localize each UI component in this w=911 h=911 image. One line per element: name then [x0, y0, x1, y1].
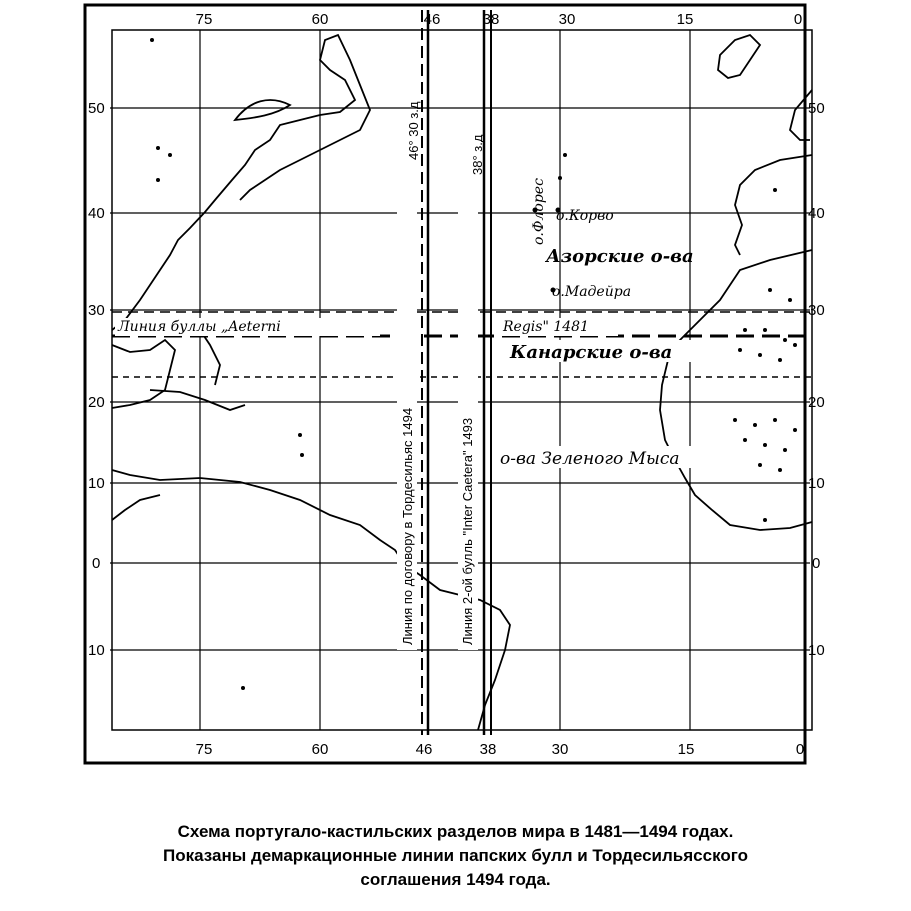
british-isles	[718, 35, 760, 78]
caption-line-3: соглашения 1494 года.	[360, 870, 551, 889]
bulls-1493-line-label: Линия 2-ой булль "Inter Caetera" 1493	[460, 417, 475, 645]
bull-1481-label-left: Линия буллы „Aeterni	[118, 319, 281, 335]
right-latitude-ticks	[808, 100, 825, 659]
flores-label: о.Флорес	[531, 178, 547, 245]
line-46-label: 46° 30 з.д	[406, 101, 421, 160]
right-lat-30: 30	[808, 302, 825, 319]
bottom-lon-15: 15	[677, 741, 695, 758]
top-lon-60: 60	[311, 11, 329, 28]
left-lat-20: 20	[88, 394, 105, 411]
bull-1481-label-right: Regis" 1481	[503, 319, 589, 335]
bottom-longitude-ticks	[196, 741, 805, 758]
madeira-label: о.Мадейра	[552, 284, 632, 300]
top-lon-0: 0	[793, 11, 803, 28]
iberia-coast	[735, 155, 812, 255]
caribbean-islands	[150, 390, 245, 410]
bottom-lon-46: 46	[415, 741, 433, 758]
tordesillas-line-label: Линия по договору в Тордесильяс 1494	[400, 407, 415, 645]
left-latitude-ticks	[88, 100, 105, 659]
left-lat-50: 50	[88, 100, 105, 117]
cape-verde-label: о-ва Зеленого Мыса	[500, 449, 680, 469]
top-lon-30: 30	[558, 11, 576, 28]
azores-label: Азорские о-ва	[546, 246, 694, 267]
right-lat-minus10: 10	[808, 642, 825, 659]
left-lat-40: 40	[88, 205, 105, 222]
right-lat-10: 10	[808, 475, 825, 492]
caption-line-2: Показаны демаркационные линии папских булл и Тордесильясского	[163, 846, 748, 865]
left-lat-0: 0	[92, 555, 101, 572]
south-america-coast	[112, 470, 510, 730]
bottom-lon-0: 0	[795, 741, 805, 758]
left-lat-30: 30	[88, 302, 105, 319]
corvo-label: о.Корво	[556, 208, 614, 224]
right-lat-20: 20	[808, 394, 825, 411]
top-lon-75: 75	[195, 11, 213, 28]
left-lat-minus10: 10	[88, 642, 105, 659]
vertical-labels	[397, 101, 547, 650]
top-lon-38: 38	[482, 11, 500, 28]
right-lat-40: 40	[808, 205, 825, 222]
right-lat-50: 50	[808, 100, 825, 117]
north-american-lakes	[235, 100, 290, 120]
bottom-lon-38: 38	[479, 741, 497, 758]
bottom-lon-60: 60	[311, 741, 329, 758]
top-lon-46: 46	[423, 11, 441, 28]
central-america-coast	[112, 495, 160, 520]
left-lat-10: 10	[88, 475, 105, 492]
map-frame	[85, 5, 812, 763]
caption-line-1: Схема португало-кастильских разделов мира в 1481—1494 годах.	[177, 822, 734, 841]
bottom-lon-30: 30	[551, 741, 569, 758]
top-longitude-ticks	[196, 11, 803, 28]
right-lat-0: 0	[812, 555, 821, 572]
bottom-lon-75: 75	[195, 741, 213, 758]
africa-coast	[660, 250, 812, 530]
map-caption	[0, 820, 911, 892]
line-38-label: 38° з.д	[470, 134, 485, 175]
canaries-label: Канарские о-ва	[510, 342, 673, 363]
top-lon-15: 15	[676, 11, 694, 28]
gulf-coast	[112, 340, 175, 408]
north-america-coast	[112, 35, 370, 330]
